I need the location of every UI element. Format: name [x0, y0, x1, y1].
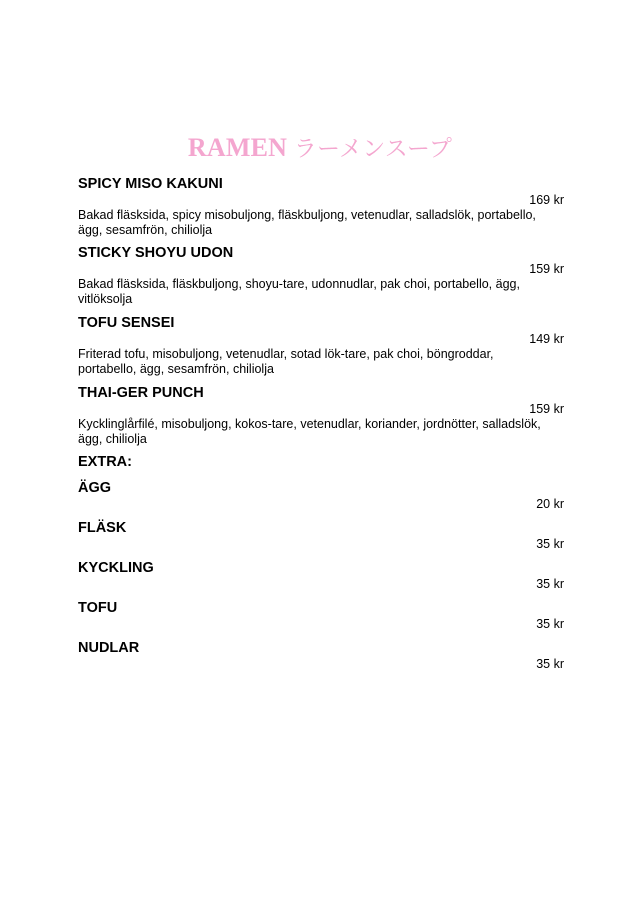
dish-item	[78, 175, 564, 238]
extra-item	[78, 519, 564, 552]
extra-price: 35 kr	[536, 537, 564, 551]
extra-item	[78, 639, 564, 672]
extra-name: FLÄSK	[78, 520, 127, 536]
menu-title-japanese: ラーメンスープ	[293, 136, 453, 162]
dish-description: Bakad fläsksida, spicy misobuljong, fläskbuljong, vetenudlar, salladslök, portabello, ägg, sesamfrön, chiliolja	[78, 208, 536, 237]
dish-description: Kycklinglårfilé, misobuljong, kokos-tare, vetenudlar, koriander, jordnötter, salladslök, ägg, chiliolja	[78, 417, 541, 446]
extra-item	[78, 599, 564, 632]
dish-name: TOFU SENSEI	[78, 315, 175, 331]
dish-description: Bakad fläsksida, fläskbuljong, shoyu-tare, udonnudlar, pak choi, portabello, ägg, vitlöksolja	[78, 277, 520, 306]
dish-price: 159 kr	[529, 402, 564, 416]
dish-description: Friterad tofu, misobuljong, vetenudlar, sotad lök-tare, pak choi, böngroddar, portabello, ägg, sesamfrön, chiliolja	[78, 347, 494, 376]
extra-name: NUDLAR	[78, 640, 140, 656]
dish-name: THAI-GER PUNCH	[78, 385, 204, 401]
extra-name: ÄGG	[78, 480, 112, 496]
extra-item	[78, 479, 564, 512]
extra-price: 35 kr	[536, 657, 564, 671]
menu-title	[0, 130, 640, 163]
extra-price: 35 kr	[536, 617, 564, 631]
dish-price: 149 kr	[529, 332, 564, 346]
extra-item	[78, 559, 564, 592]
dish-name: STICKY SHOYU UDON	[78, 245, 234, 261]
dish-item	[78, 244, 564, 307]
extra-price: 20 kr	[536, 497, 564, 511]
dish-item	[78, 314, 564, 377]
extra-name: TOFU	[78, 600, 118, 616]
menu-title-latin: RAMEN	[187, 133, 288, 162]
dish-price: 169 kr	[529, 193, 564, 207]
dish-name: SPICY MISO KAKUNI	[78, 176, 223, 192]
extra-name: KYCKLING	[78, 560, 154, 576]
extra-price: 35 kr	[536, 577, 564, 591]
dish-price: 159 kr	[529, 262, 564, 276]
extra-heading: EXTRA:	[78, 454, 132, 470]
dish-item	[78, 384, 564, 447]
